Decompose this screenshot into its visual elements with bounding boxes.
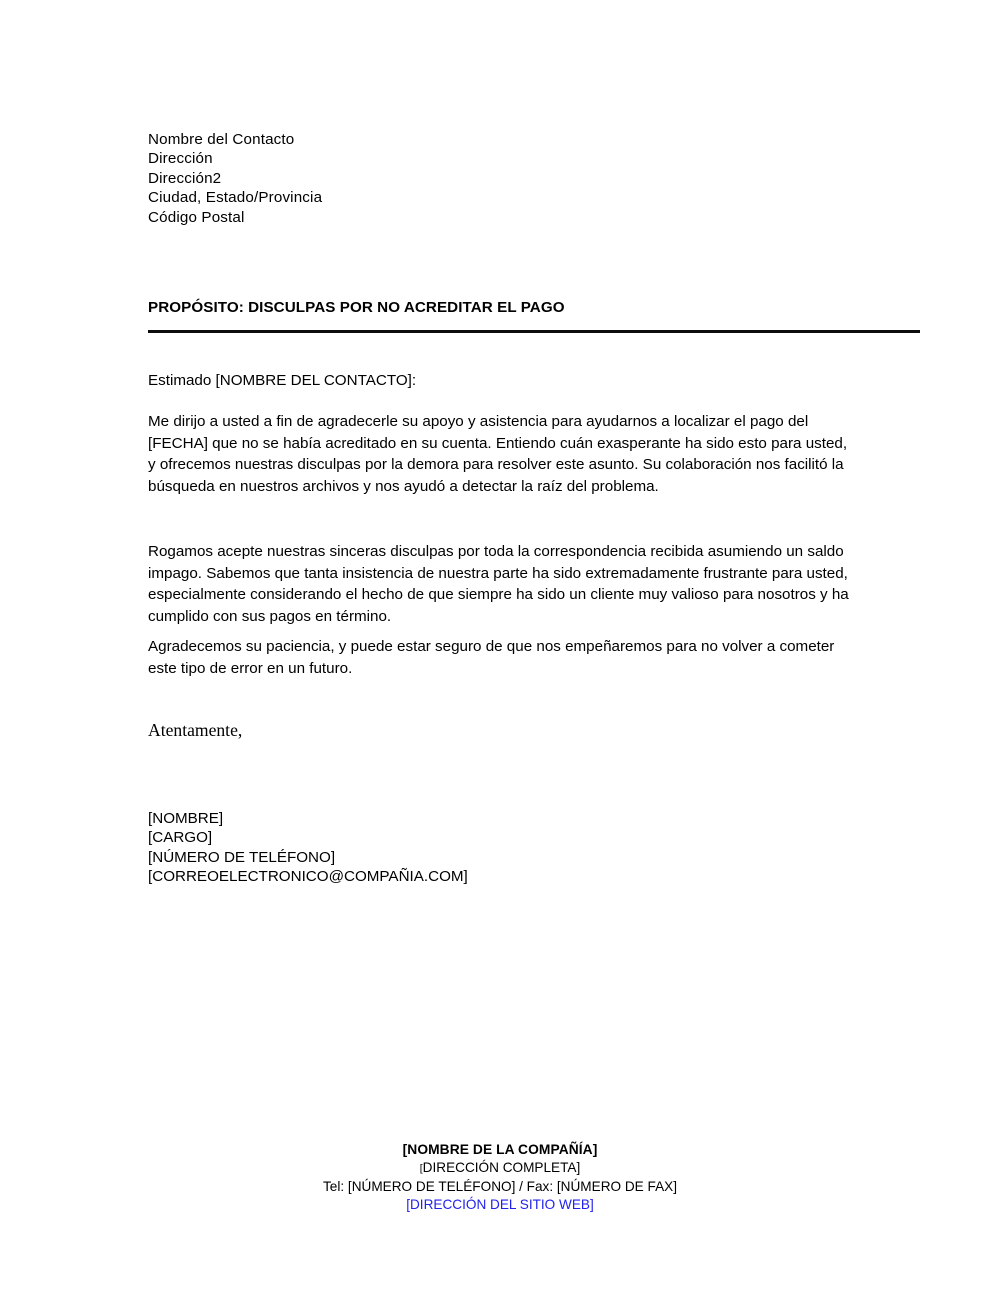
body-paragraph-2: Rogamos acepte nuestras sinceras disculpas por toda la correspondencia recibida asumiendo un saldo impago. Sabemos que tanta insistencia de nuestra parte ha sido extremadamente frustrante para usted, especialmente considerando el hecho de que siempre ha sido un cliente muy valioso para nosotros y ha cumplido con sus pagos en término. bbox=[148, 543, 849, 625]
signature-block bbox=[148, 809, 468, 887]
signature-email: [CORREOELECTRONICO@COMPAÑIA.COM] bbox=[148, 868, 468, 886]
subject-divider-rule bbox=[148, 330, 920, 333]
footer-address-text: DIRECCIÓN COMPLETA] bbox=[422, 1160, 581, 1176]
body-paragraph-3: Agradecemos su paciencia, y puede estar seguro de que nos empeñaremos para no volver a cometer este tipo de error en un futuro. bbox=[148, 638, 835, 677]
recipient-address-1: Dirección bbox=[148, 150, 213, 168]
recipient-address-block bbox=[148, 130, 322, 227]
greeting-line: Estimado [NOMBRE DEL CONTACTO]: bbox=[148, 372, 417, 389]
body-paragraph-1: Me dirijo a usted a fin de agradecerle su apoyo y asistencia para ayudarnos a localizar el pago del [FECHA] que no se había acreditado en su cuenta. Entiendo cuán exasperante ha sido esto para usted, y ofrecemos nuestras disculpas por la demora para resolver este asunto. Su colaboración nos facilitó la búsqueda en nuestros archivos y nos ayudó a detectar la raíz del problema. bbox=[148, 413, 848, 495]
footer-website-link[interactable]: [DIRECCIÓN DEL SITIO WEB] bbox=[406, 1197, 594, 1213]
closing-salutation: Atentamente, bbox=[148, 720, 243, 740]
signature-phone: [NÚMERO DE TELÉFONO] bbox=[148, 848, 336, 866]
signature-title: [CARGO] bbox=[148, 829, 213, 847]
footer-address bbox=[0, 1159, 1000, 1178]
page-footer bbox=[0, 1141, 1000, 1214]
subject-line: PROPÓSITO: DISCULPAS POR NO ACREDITAR EL PAGO bbox=[148, 299, 565, 316]
recipient-city-state: Ciudad, Estado/Provincia bbox=[148, 189, 323, 207]
footer-company-name: [NOMBRE DE LA COMPAÑÍA] bbox=[402, 1142, 598, 1157]
recipient-address-2: Dirección2 bbox=[148, 169, 222, 187]
signature-name: [NOMBRE] bbox=[148, 810, 224, 827]
footer-address-open-bracket: [ bbox=[419, 1162, 423, 1175]
recipient-postal-code: Código Postal bbox=[148, 208, 245, 226]
recipient-name: Nombre del Contacto bbox=[148, 131, 295, 148]
footer-contact-line: Tel: [NÚMERO DE TELÉFONO] / Fax: [NÚMERO DE FAX] bbox=[323, 1178, 677, 1194]
